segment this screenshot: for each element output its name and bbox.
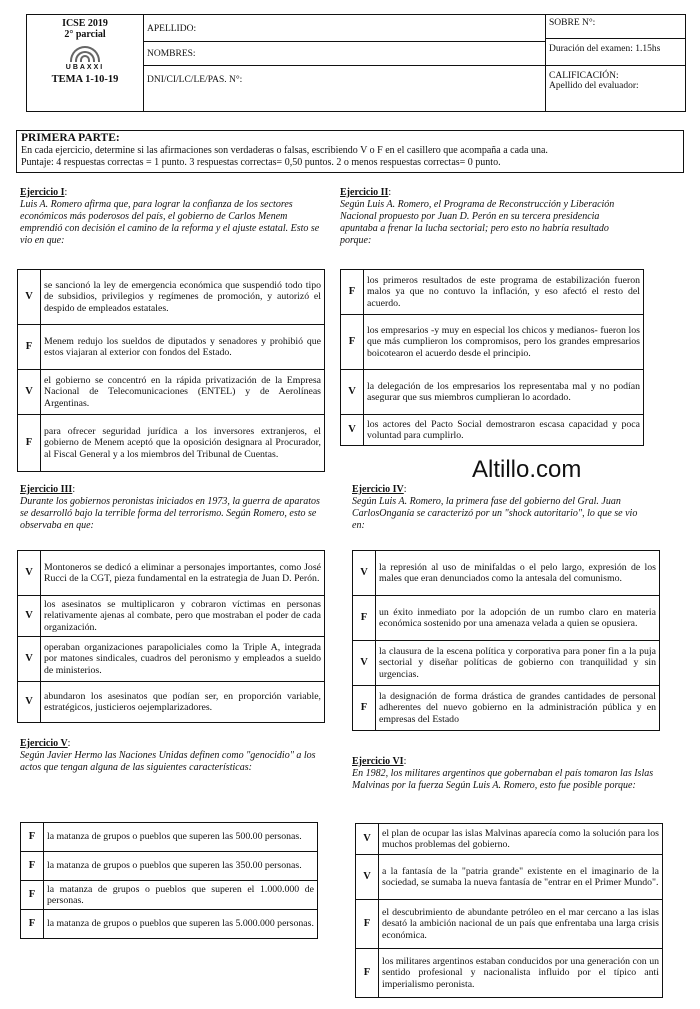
table-row [356, 855, 663, 900]
header-exam-block [545, 15, 685, 111]
statement-cell: la matanza de grupos o pueblos que superen las 5.000.000 personas. [44, 910, 318, 939]
answer-cell[interactable]: F [21, 881, 44, 910]
instructions-line: En cada ejercicio, determine si las afirmaciones son verdaderas o falsas, escribiendo V o F en el casillero que acompaña a cada una. [21, 144, 548, 156]
evaluator-label: Apellido del evaluador: [549, 81, 639, 91]
table-row [21, 823, 318, 852]
statement-cell: los militares argentinos estaban conducidos por una generación con un sentido profesional y nacionalista influido por el típico anti imperialismo peronista. [379, 949, 663, 998]
grade-block [545, 66, 685, 111]
tema-label: TEMA 1-10-19 [51, 74, 119, 85]
answer-cell[interactable]: V [18, 551, 41, 596]
exercise-heading: Ejercicio IV [352, 484, 404, 495]
table-row [356, 900, 663, 949]
statement-cell: la matanza de grupos o pueblos que superen las 500.00 personas. [44, 823, 318, 852]
exercise-5-table [20, 822, 318, 939]
table-row [341, 315, 644, 370]
answer-cell[interactable]: F [341, 270, 364, 315]
exercise-prompt: Durante los gobiernos peronistas iniciados en 1973, la guerra de aparatos se desarrolló bajo la terrible forma del terrorismo. Según Romero, esto se observaba en que: [20, 496, 320, 531]
answer-cell[interactable]: F [21, 910, 44, 939]
answer-cell[interactable]: F [18, 325, 41, 370]
exercise-heading: Ejercicio II [340, 187, 389, 198]
exercise-heading: Ejercicio V [20, 738, 68, 749]
statement-cell: los primeros resultados de este programa de estabilización fueron malos ya que no contuvo la inflación, y eso afectó el resto del acuerdo. [364, 270, 644, 315]
exercise-prompt: Según Luis A. Romero, la primera fase del gobierno del Gral. Juan CarlosOnganía se caracterizó por un "shock autoritario", lo que se vio en: [352, 496, 638, 531]
table-row [341, 415, 644, 446]
statement-cell: a la fantasía de la "patria grande" existente en el imaginario de la sociedad, se sumaba la nueva fantasía de "entrar en el Primer Mundo". [379, 855, 663, 900]
header-course-block [27, 15, 144, 111]
statement-cell: la matanza de grupos o pueblos que superen el 1.000.000 de personas. [44, 881, 318, 910]
table-row [353, 686, 660, 731]
answer-cell[interactable]: F [356, 900, 379, 949]
table-row [353, 551, 660, 596]
statement-cell: los actores del Pacto Social demostraron escasa capacidad y poca voluntad para cumplirlo. [364, 415, 644, 446]
exam-name: 2° parcial [64, 29, 106, 40]
answer-cell[interactable]: F [353, 686, 376, 731]
statement-cell: el gobierno se concentró en la rápida privatización de la Empresa Nacional de Telecomunicaciones (ENTEL) y de Aerolíneas Argentinas. [41, 370, 325, 415]
statement-cell: la designación de forma drástica de grandes cantidades de personal adherentes del nuevo gobierno en la administración pública y en empresas del Estado [376, 686, 660, 731]
table-row [341, 270, 644, 315]
sobre-field[interactable]: SOBRE N°: [545, 15, 685, 39]
answer-cell[interactable]: V [353, 551, 376, 596]
answer-cell[interactable]: F [353, 596, 376, 641]
table-row [18, 551, 325, 596]
exercise-6-intro: Ejercicio VI: En 1982, los militares argentinos que gobernaban el país tomaron las Islas Malvinas por la fuerza Según Luis A. Romero, esto fue posible porque: [352, 756, 662, 792]
exercise-2-intro: Ejercicio II: Según Luis A. Romero, el Programa de Reconstrucción y Liberación Nacional propuesto por Juan D. Perón en su tercera presidencia apuntaba a frenar la lucha sectorial; pero esto no habría resultado porque: [340, 187, 637, 247]
statement-cell: operaban organizaciones parapoliciales como la Triple A, integrada por matones sindicales, cuadros del peronismo y empleados a sueldo de ministerios. [41, 637, 325, 682]
exercise-prompt: Según Luis A. Romero, el Programa de Reconstrucción y Liberación Nacional propuesto por Juan D. Perón en su tercera presidencia apuntaba a frenar la lucha sectorial; pero esto no habría resultado porque: [340, 199, 615, 246]
answer-cell[interactable]: V [341, 415, 364, 446]
answer-cell[interactable]: V [18, 370, 41, 415]
table-row [18, 270, 325, 325]
exercise-4-intro: Ejercicio IV: Según Luis A. Romero, la primera fase del gobierno del Gral. Juan CarlosOnganía se caracterizó por un "shock autoritario", lo que se vio en: [352, 484, 644, 532]
answer-cell[interactable]: V [353, 641, 376, 686]
grade-label: CALIFICACIÓN: [549, 71, 619, 81]
exercise-1-table [17, 269, 325, 472]
exercise-heading: Ejercicio VI [352, 756, 404, 767]
table-row [18, 682, 325, 723]
table-row [353, 596, 660, 641]
table-row [18, 637, 325, 682]
statement-cell: Menem redujo los sueldos de diputados y senadores y prohibió que estos viajaran al exterior con fondos del Estado. [41, 325, 325, 370]
statement-cell: los empresarios -y muy en especial los chicos y medianos- fueron los que más cumplieron los compromisos, pero los grandes empresarios boicotearon el acuerdo desde el principio. [364, 315, 644, 370]
table-row [21, 910, 318, 939]
duration-label: Duración del examen: 1.15hs [545, 39, 685, 66]
table-row [353, 641, 660, 686]
statement-cell: la delegación de los empresarios los representaba mal y no podían asegurar que sus miembros cumplieran lo acordado. [364, 370, 644, 415]
statement-cell: el descubrimiento de abundante petróleo en el mar cercano a las islas desató la ambición nacional de un país que enfrentaba una larga crisis económica. [379, 900, 663, 949]
answer-cell[interactable]: V [18, 682, 41, 723]
exercise-3-intro: Ejercicio III: Durante los gobiernos peronistas iniciados en 1973, la guerra de aparatos se desarrolló bajo la terrible forma del terrorismo. Según Romero, esto se observaba en que: [20, 484, 324, 532]
table-row [341, 370, 644, 415]
exercise-2-table [340, 269, 644, 446]
exercise-6-table [355, 823, 663, 998]
table-row [18, 370, 325, 415]
answer-cell[interactable]: V [356, 855, 379, 900]
exercise-5-intro: Ejercicio V: Según Javier Hermo las Naciones Unidas definen como "genocidio" a los actos que tengan alguna de las siguientes características: [20, 738, 324, 774]
scoring-line: Puntaje: 4 respuestas correctas = 1 punto. 3 respuestas correctas= 0,50 puntos. 2 o menos respuestas correctas= 0 punto. [21, 157, 501, 168]
exercise-1-intro: Ejercicio I: Luis A. Romero afirma que, para lograr la confianza de los sectores económicos más poderosos del país, el gobierno de Carlos Menem emprendió con decisión el camino de la reforma y el ajuste estatal. Esto se vio en que: [20, 187, 324, 247]
statement-cell: un éxito inmediato por la adopción de un rumbo claro en materia económica sostenido por una amenaza velada a quien se opusiera. [376, 596, 660, 641]
exam-header [26, 14, 686, 112]
answer-cell[interactable]: V [18, 596, 41, 637]
statement-cell: la clausura de la escena política y corporativa para poner fin a la puja sectorial y diseñar políticas de gobierno con tranquilidad y sin urgencias. [376, 641, 660, 686]
exercise-heading: Ejercicio III [20, 484, 73, 495]
exercise-prompt: Luis A. Romero afirma que, para lograr la confianza de los sectores económicos más poderosos del país, el gobierno de Carlos Menem emprendió con decisión el camino de la reforma y el ajuste estatal. Esto se vio en que: [20, 199, 320, 246]
logo-text: UBAXXI [65, 64, 105, 71]
nombres-field[interactable]: NOMBRES: [143, 42, 545, 66]
statement-cell: el plan de ocupar las islas Malvinas aparecía como la solución para los muchos problemas del gobierno. [379, 824, 663, 855]
answer-cell[interactable]: V [341, 370, 364, 415]
answer-cell[interactable]: F [21, 852, 44, 881]
exercise-heading: Ejercicio I [20, 187, 65, 198]
answer-cell[interactable]: V [18, 270, 41, 325]
ubaxxi-logo-icon [68, 44, 102, 64]
table-row [18, 415, 325, 472]
answer-cell[interactable]: V [18, 637, 41, 682]
exercise-3-table [17, 550, 325, 723]
statement-cell: la represión al uso de minifaldas o el pelo largo, expresión de los males que eran denunciados como la antesala del comunismo. [376, 551, 660, 596]
header-student-block [143, 15, 546, 111]
section-title: PRIMERA PARTE: [21, 132, 120, 144]
table-row [356, 949, 663, 998]
answer-cell[interactable]: F [21, 823, 44, 852]
table-row [18, 596, 325, 637]
watermark-text: Altillo.com [472, 456, 582, 483]
statement-cell: Montoneros se dedicó a eliminar a personajes importantes, como José Rucci de la CGT, pieza fundamental en la estrategia de Juan D. Perón. [41, 551, 325, 596]
statement-cell: abundaron los asesinatos que podían ser, en proporción variable, estratégicos, justicieros oejemplarizadores. [41, 682, 325, 723]
apellido-field[interactable]: APELLIDO: [143, 15, 545, 42]
instructions-box [16, 130, 684, 173]
answer-cell[interactable]: F [356, 949, 379, 998]
statement-cell: se sancionó la ley de emergencia económica que suspendió todo tipo de subsidios, privilegios y regímenes de promoción, y autorizó el despido de empleados estatales. [41, 270, 325, 325]
answer-cell[interactable]: V [356, 824, 379, 855]
answer-cell[interactable]: F [341, 315, 364, 370]
answer-cell[interactable]: F [18, 415, 41, 472]
table-row [18, 325, 325, 370]
course-name: ICSE 2019 [62, 18, 108, 29]
statement-cell: la matanza de grupos o pueblos que superen las 350.00 personas. [44, 852, 318, 881]
table-row [21, 852, 318, 881]
exercise-4-table [352, 550, 660, 731]
statement-cell: los asesinatos se multiplicaron y cobraron víctimas en personas relativamente ajenas al combate, pero que mostraban el poder de cada organización. [41, 596, 325, 637]
statement-cell: para ofrecer seguridad jurídica a los inversores extranjeros, el gobierno de Menem aceptó que la oposición designara al Procurador, al Fiscal General y a los miembros del Tribunal de Cuentas. [41, 415, 325, 472]
exercise-prompt: Según Javier Hermo las Naciones Unidas definen como "genocidio" a los actos que tengan alguna de las siguientes características: [20, 750, 316, 773]
exercise-prompt: En 1982, los militares argentinos que gobernaban el país tomaron las Islas Malvinas por la fuerza Según Luis A. Romero, esto fue posible porque: [352, 768, 654, 791]
table-row [21, 881, 318, 910]
table-row [356, 824, 663, 855]
dni-field[interactable]: DNI/CI/LC/LE/PAS. N°: [147, 75, 243, 85]
